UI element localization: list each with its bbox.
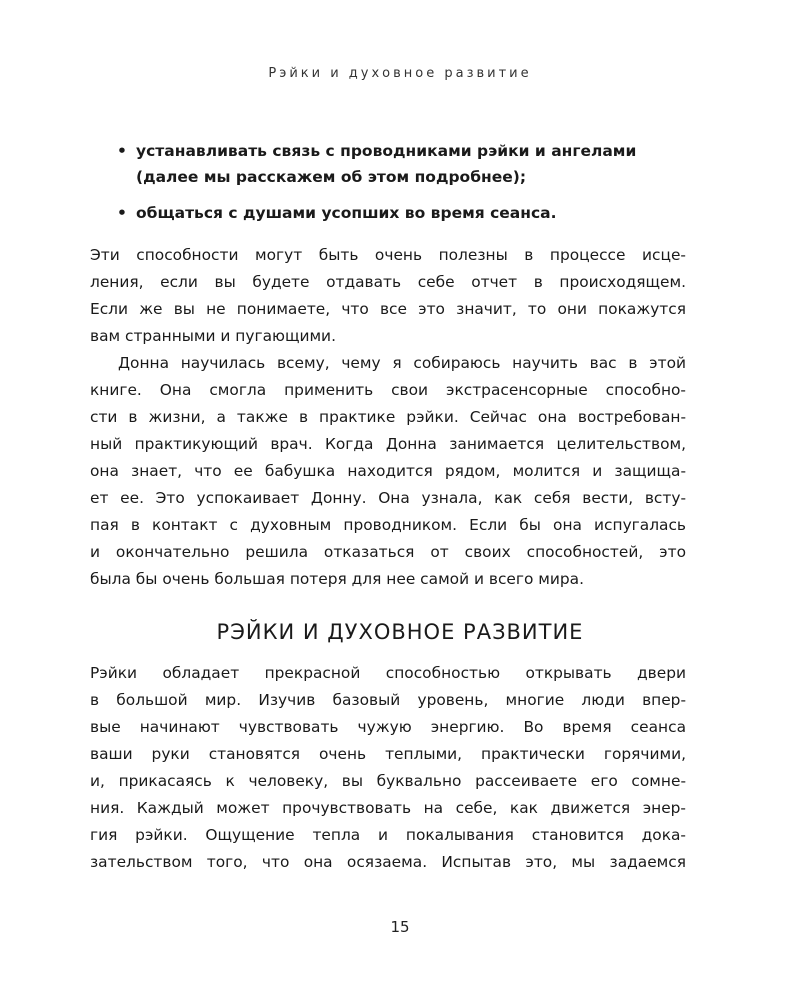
bullet-item	[117, 200, 717, 226]
bullet-marker: •	[117, 204, 127, 222]
paragraph	[90, 242, 686, 350]
paragraph	[90, 350, 686, 593]
bullet-line: (далее мы расскажем об этом подробнее);	[136, 168, 527, 186]
running-head: Рэйки и духовное развитие	[268, 66, 532, 81]
text-line: Рэйки обладает прекрасной способностью открывать двери	[90, 664, 686, 682]
text-line: ный практикующий врач. Когда Донна занимается целительством,	[90, 435, 686, 453]
text-line: гия рэйки. Ощущение тепла и покалывания становится дока-	[90, 826, 686, 844]
text-line: ваши руки становятся очень теплыми, практически горячими,	[90, 745, 686, 763]
text-line: Донна научилась всему, чему я собираюсь научить вас в этой	[118, 354, 686, 372]
text-line: и окончательно решила отказаться от своих способностей, это	[90, 543, 686, 561]
bullet-line: общаться с душами усопших во время сеанса.	[136, 204, 557, 222]
text-line: она знает, что ее бабушка находится рядом, молится и защища-	[90, 462, 686, 480]
text-line: ет ее. Это успокаивает Донну. Она узнала, как себя вести, всту-	[90, 489, 686, 507]
text-line: сти в жизни, а также в практике рэйки. Сейчас она востребован-	[90, 408, 686, 426]
text-line: и, прикасаясь к человеку, вы буквально рассеиваете его сомне-	[90, 772, 686, 790]
bullet-line: устанавливать связь с проводниками рэйки и ангелами	[136, 142, 637, 160]
text-line: в большой мир. Изучив базовый уровень, многие люди впер-	[90, 691, 686, 709]
text-line: была бы очень большая потеря для нее самой и всего мира.	[90, 570, 584, 588]
paragraph	[90, 660, 686, 876]
text-line: пая в контакт с духовным проводником. Если бы она испугалась	[90, 516, 686, 534]
bullet-marker: •	[117, 142, 127, 160]
page-number: 15	[390, 918, 410, 936]
text-line: зательством того, что она осязаема. Испытав это, мы задаемся	[90, 853, 686, 871]
text-line: вам странными и пугающими.	[90, 327, 336, 345]
text-line: Если же вы не понимаете, что все это значит, то они покажутся	[90, 300, 686, 318]
text-line: ния. Каждый может прочувствовать на себе, как движется энер-	[90, 799, 686, 817]
text-line: ления, если вы будете отдавать себе отчет в происходящем.	[90, 273, 686, 291]
bullet-item	[117, 138, 717, 190]
section-heading: РЭЙКИ И ДУХОВНОЕ РАЗВИТИЕ	[216, 620, 584, 644]
body-text-lower	[90, 660, 686, 876]
bullet-list	[117, 138, 717, 236]
body-text-upper	[90, 242, 686, 593]
text-line: книге. Она смогла применить свои экстрасенсорные способно-	[90, 381, 686, 399]
text-line: вые начинают чувствовать чужую энергию. Во время сеанса	[90, 718, 686, 736]
text-line: Эти способности могут быть очень полезны в процессе исце-	[90, 246, 686, 264]
